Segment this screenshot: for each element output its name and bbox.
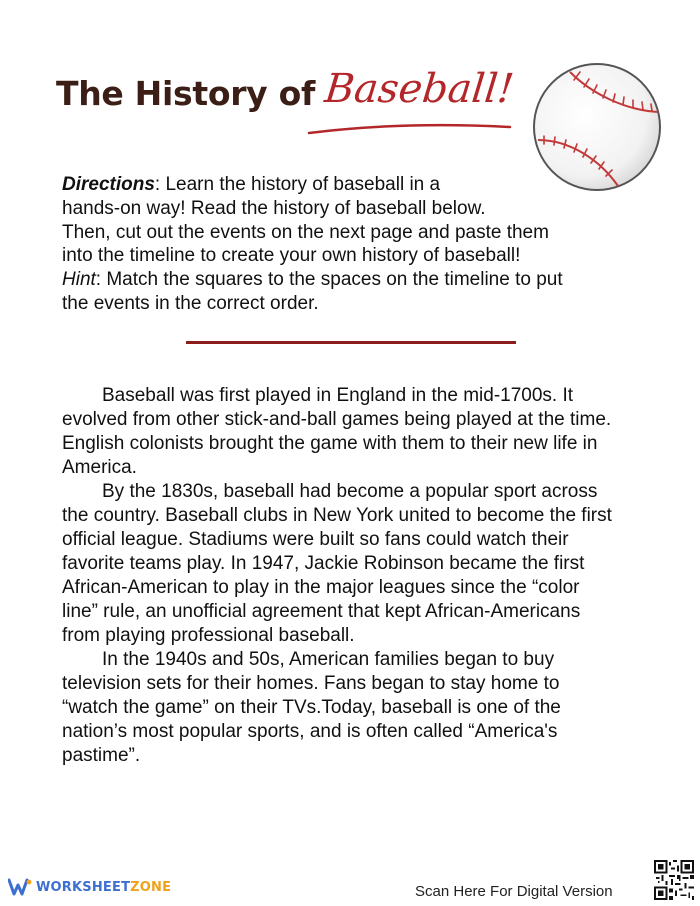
p3-line: nation’s most popular sports, and is often called “America's — [62, 721, 558, 742]
brand-zone: ZONE — [130, 879, 172, 895]
hint-label: Hint — [62, 269, 96, 291]
p1-line: Baseball was first played in England in the mid-1700s. It — [102, 385, 574, 406]
title-underline-swoosh — [305, 118, 515, 138]
p3-line: pastime”. — [62, 745, 141, 766]
p2-line: By the 1830s, baseball had become a popular sport across — [102, 481, 598, 502]
worksheetzone-logo[interactable] — [8, 878, 171, 896]
directions-line-2: hands-on way! Read the history of baseball below. — [62, 197, 486, 219]
directions-line-4: into the timeline to create your own history of baseball! — [62, 245, 521, 267]
directions-line-3: Then, cut out the events on the next page and paste them — [62, 221, 549, 243]
p3-line: television sets for their homes. Fans began to stay home to — [62, 673, 560, 694]
title-main: The History of — [56, 74, 315, 113]
directions-line-6: the events in the correct order. — [62, 292, 319, 314]
p3-line: “watch the game” on their TVs.Today, baseball is one of the — [62, 697, 561, 718]
p2-line: from playing professional baseball. — [62, 625, 355, 646]
p3-line: In the 1940s and 50s, American families began to buy — [102, 649, 555, 670]
p2-line: the country. Baseball clubs in New York united to become the first — [62, 505, 612, 526]
worksheetzone-logo-icon — [8, 878, 32, 896]
p2-line: favorite teams play. In 1947, Jackie Robinson became the first — [62, 553, 585, 574]
scan-caption: Scan Here For Digital Version — [415, 883, 613, 900]
title-script: Baseball! — [322, 66, 516, 112]
p1-line: evolved from other stick-and-ball games being played at the time. — [62, 409, 612, 430]
p1-line: America. — [62, 457, 137, 478]
p2-line: line” rule, an unofficial agreement that kept African-Americans — [62, 601, 581, 622]
history-body — [62, 384, 652, 768]
brand-worksheet: WORKSHEET — [36, 879, 131, 895]
qr-code-icon[interactable] — [654, 860, 694, 900]
p2-line: official league. Stadiums were built so fans could watch their — [62, 529, 569, 550]
directions-line-1: : Learn the history of baseball in a — [154, 174, 441, 195]
section-divider — [186, 341, 516, 344]
directions-text — [62, 173, 582, 316]
p2-line: African-American to play in the major leagues since the “color — [62, 577, 580, 598]
directions-label: Directions — [62, 174, 155, 195]
p1-line: English colonists brought the game with them to their new life in — [62, 433, 598, 454]
hint-text: : Match the squares to the spaces on the timeline to put — [95, 269, 563, 291]
